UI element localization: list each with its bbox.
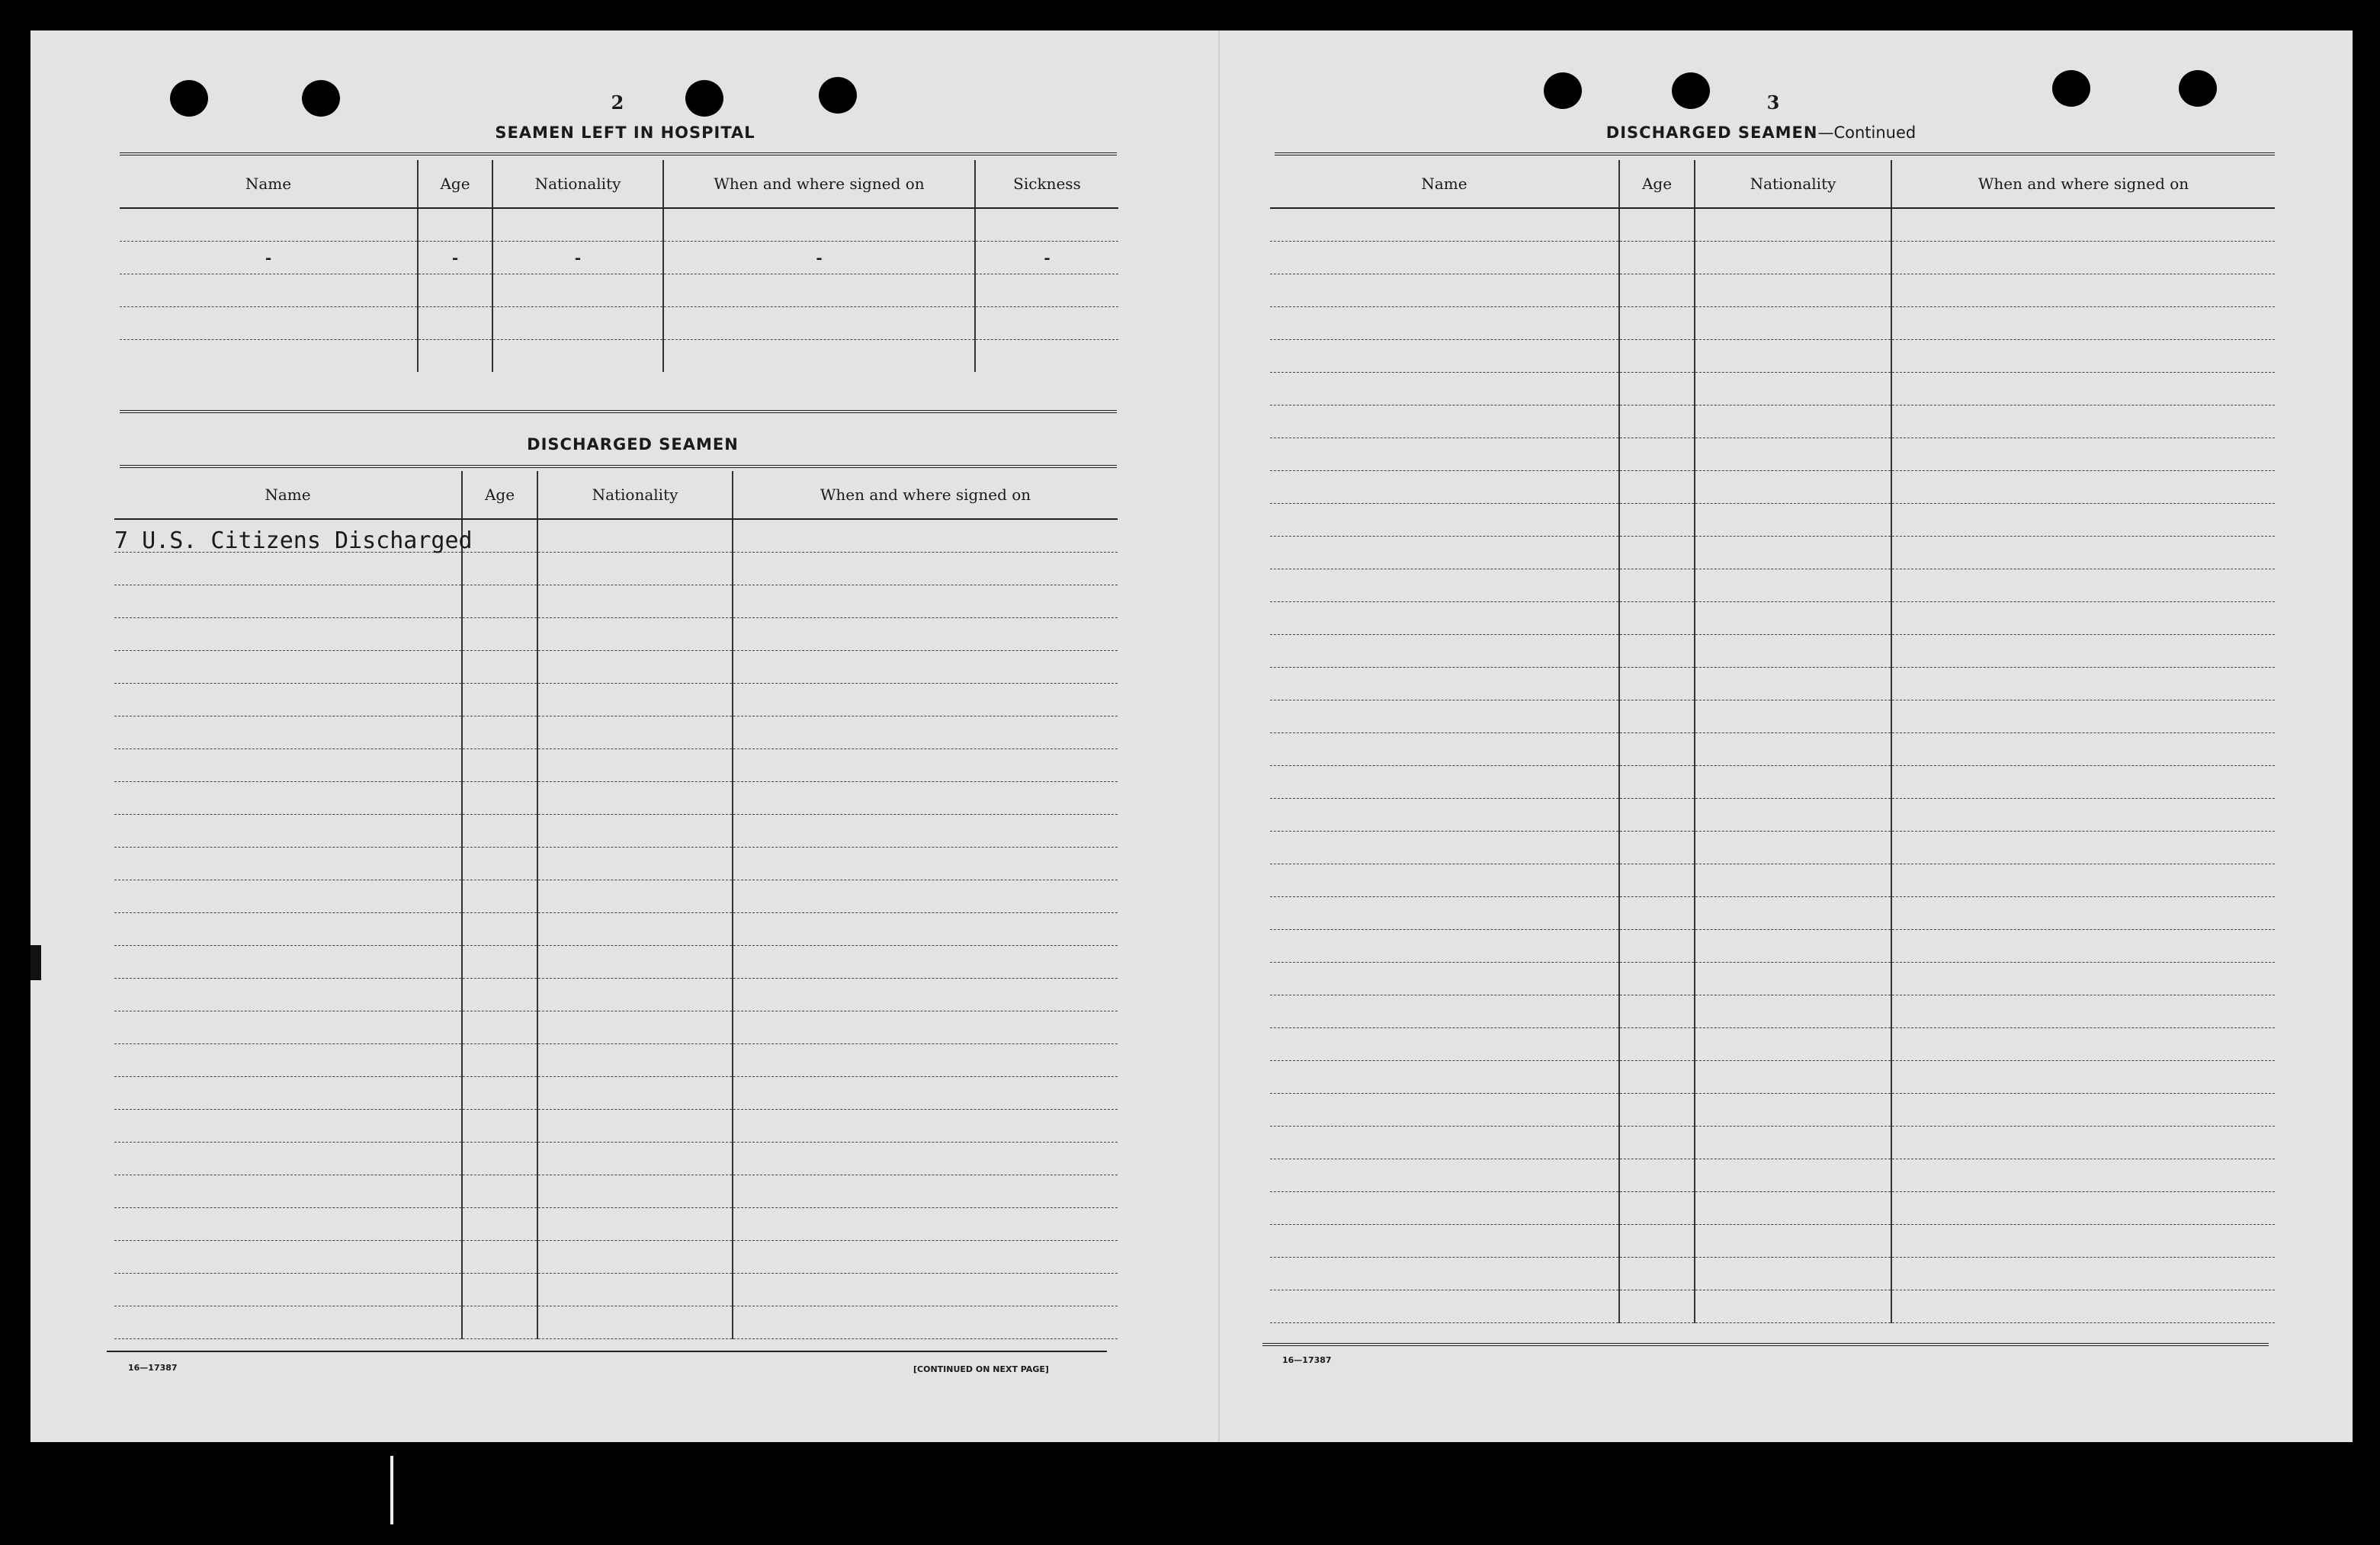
- page-number: 2: [611, 91, 624, 114]
- discharged-continued-title: [1532, 123, 1990, 142]
- table-row: [114, 815, 1118, 848]
- discharged-continued-table: [1270, 160, 2275, 1323]
- column-header-name: Name: [1270, 160, 1619, 208]
- edge-mark: [390, 1456, 393, 1524]
- table-row: [114, 749, 1118, 782]
- table-row: [1270, 995, 2275, 1028]
- punch-hole: [819, 77, 857, 114]
- table-row: [114, 1175, 1118, 1208]
- typed-entry: 7 U.S. Citizens Discharged: [114, 527, 473, 554]
- table-row: [120, 274, 1118, 307]
- table-row: [1270, 537, 2275, 569]
- table-row: [114, 946, 1118, 979]
- blank-dash: -: [1044, 248, 1050, 267]
- column-header-age: Age: [418, 160, 492, 208]
- column-header-nationality: Nationality: [1695, 160, 1891, 208]
- table-row: [1270, 340, 2275, 373]
- blank-dash: -: [451, 248, 459, 267]
- blank-dash: -: [265, 248, 272, 267]
- table-row: [114, 1011, 1118, 1044]
- right-bottom-rule: [1262, 1343, 2269, 1346]
- punch-hole: [302, 80, 340, 117]
- table-row: [1270, 1028, 2275, 1061]
- table-row: [1270, 307, 2275, 340]
- column-header-signed-on: When and where signed on: [1891, 160, 2275, 208]
- column-header-sickness: Sickness: [975, 160, 1118, 208]
- column-header-name: Name: [120, 160, 418, 208]
- table-row: [1270, 668, 2275, 700]
- table-header-row: [114, 471, 1118, 519]
- punch-hole: [685, 80, 723, 117]
- column-header-signed-on: When and where signed on: [663, 160, 975, 208]
- blank-dash: -: [816, 248, 823, 267]
- table-row: [1270, 1192, 2275, 1225]
- table-row: [1270, 1159, 2275, 1192]
- table-row: [1270, 799, 2275, 832]
- hospital-section-title: SEAMEN LEFT IN HOSPITAL: [495, 123, 755, 142]
- table-row: [114, 585, 1118, 618]
- table-row: [114, 553, 1118, 585]
- table-row: [114, 716, 1118, 749]
- hospital-top-rule: [120, 152, 1117, 155]
- table-header-row: [1270, 160, 2275, 208]
- page-number: 3: [1766, 91, 1780, 114]
- table-row: [1270, 1061, 2275, 1094]
- punch-hole: [2052, 70, 2090, 107]
- table-row: [114, 913, 1118, 946]
- column-header-signed-on: When and where signed on: [733, 471, 1118, 519]
- table-row: [1270, 766, 2275, 799]
- table-row: [1270, 1127, 2275, 1159]
- table-row: [1270, 504, 2275, 537]
- table-row: [1270, 1094, 2275, 1127]
- table-row: [1270, 733, 2275, 766]
- table-row: [114, 848, 1118, 880]
- table-row: [1270, 930, 2275, 963]
- table-row: [1270, 1225, 2275, 1258]
- table-row: [1270, 569, 2275, 602]
- discharged-section-title: DISCHARGED SEAMEN: [527, 435, 739, 454]
- table-row: [114, 1208, 1118, 1241]
- table-row: [1270, 274, 2275, 307]
- table-row: [1270, 471, 2275, 504]
- table-row: [114, 1306, 1118, 1339]
- table-row: [114, 1241, 1118, 1274]
- table-row: [114, 519, 1118, 553]
- table-row: [1270, 1258, 2275, 1290]
- continued-note: [CONTINUED ON NEXT PAGE]: [913, 1364, 1049, 1374]
- column-header-name: Name: [114, 471, 462, 519]
- table-header-row: [120, 160, 1118, 208]
- form-number: 16—17387: [128, 1363, 178, 1373]
- column-header-nationality: Nationality: [537, 471, 733, 519]
- table-row: [1270, 700, 2275, 733]
- hospital-bottom-rule: [120, 410, 1117, 413]
- punch-hole: [1672, 72, 1710, 109]
- discharged-top-rule: [120, 465, 1117, 468]
- table-row: [114, 1143, 1118, 1175]
- table-row: [114, 651, 1118, 684]
- form-number: 16—17387: [1282, 1355, 1332, 1365]
- table-row: [1270, 864, 2275, 897]
- table-row: [114, 979, 1118, 1011]
- punch-hole: [170, 80, 208, 117]
- punch-hole: [1544, 72, 1582, 109]
- column-header-age: Age: [1619, 160, 1695, 208]
- title-continued: —Continued: [1817, 123, 1917, 142]
- table-row: [120, 208, 1118, 242]
- table-row: [114, 1110, 1118, 1143]
- table-row: [120, 242, 1118, 274]
- table-row: [114, 1077, 1118, 1110]
- blank-dash: -: [574, 248, 582, 267]
- table-row: [1270, 635, 2275, 668]
- table-row: [1270, 963, 2275, 995]
- table-row: [120, 340, 1118, 373]
- table-row: [1270, 242, 2275, 274]
- table-row: [114, 1274, 1118, 1306]
- table-row: [114, 684, 1118, 716]
- table-row: [1270, 832, 2275, 864]
- table-row: [120, 307, 1118, 340]
- right-top-rule: [1275, 152, 2275, 155]
- hospital-table: [120, 160, 1118, 372]
- discharged-table: [114, 471, 1118, 1339]
- punch-hole: [2179, 70, 2217, 107]
- title-main: DISCHARGED SEAMEN: [1605, 123, 1818, 142]
- table-row: [114, 880, 1118, 913]
- discharged-bottom-rule: [107, 1351, 1107, 1352]
- table-row: [1270, 438, 2275, 471]
- table-row: [1270, 602, 2275, 635]
- page-fold: [1218, 30, 1220, 1442]
- table-row: [114, 1044, 1118, 1077]
- edge-mark: [30, 945, 41, 980]
- table-row: [1270, 405, 2275, 438]
- table-row: [1270, 897, 2275, 930]
- table-row: [114, 618, 1118, 651]
- table-row: [114, 782, 1118, 815]
- column-header-nationality: Nationality: [492, 160, 663, 208]
- table-row: [1270, 208, 2275, 242]
- column-header-age: Age: [462, 471, 537, 519]
- table-row: [1270, 1290, 2275, 1323]
- table-row: [1270, 373, 2275, 405]
